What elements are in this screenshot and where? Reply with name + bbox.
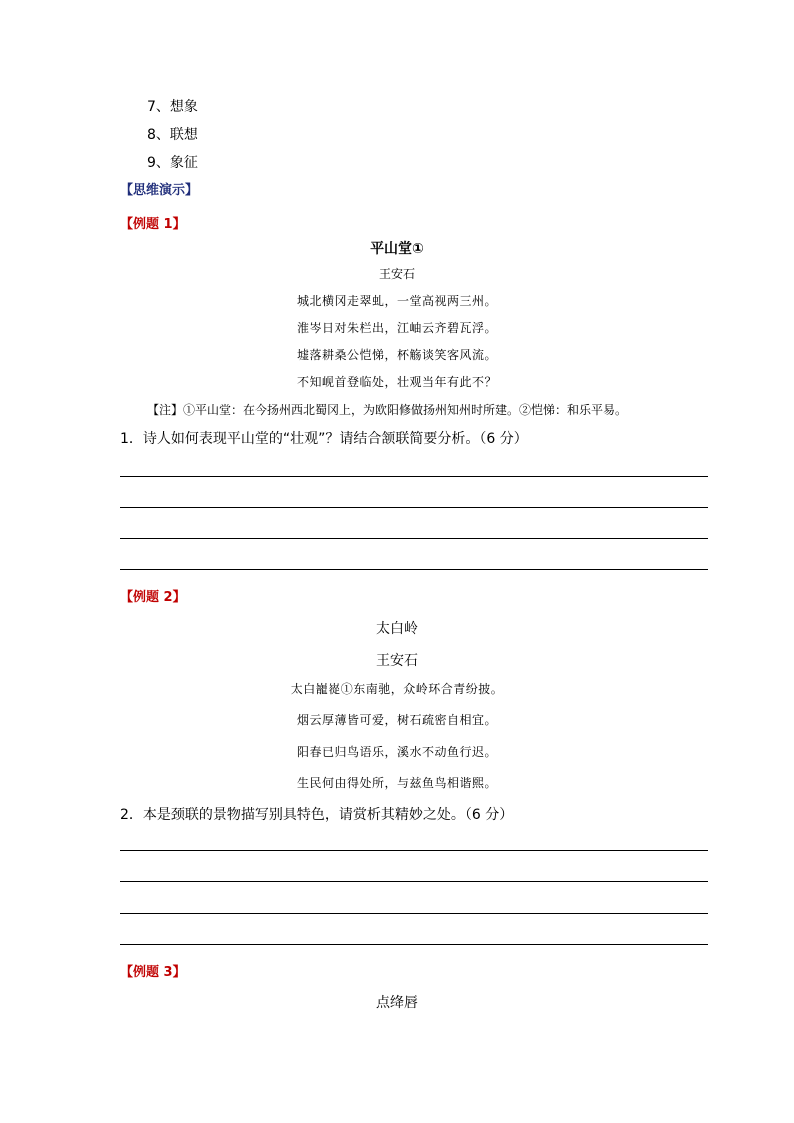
question: 1．诗人如何表现平山堂的“壮观”？请结合颔联简要分析。（6 分） bbox=[120, 431, 528, 447]
poem-note: 【注】①平山堂：在今扬州西北蜀冈上，为欧阳修做扬州知州时所建。②恺悌：和乐平易。 bbox=[147, 403, 628, 417]
poem-author: 王安石 bbox=[376, 653, 418, 669]
example-label: 【例题 3】 bbox=[120, 965, 186, 980]
poem-line: 不知岘首登临处，壮观当年有此不？ bbox=[296, 375, 497, 389]
poem-line: 墟落耕桑公恺悌，杯觞谈笑客风流。 bbox=[296, 348, 497, 362]
poem-line: 淮岑日对朱栏出，江岫云齐碧瓦浮。 bbox=[296, 321, 497, 335]
poem-line: 太白巃嵸①东南驰，众岭环合青纷披。 bbox=[290, 682, 504, 696]
section-heading: 【思维演示】 bbox=[120, 183, 199, 198]
poem-line: 阳春已归鸟语乐，溪水不动鱼行迟。 bbox=[296, 745, 497, 759]
poem-title: 平山堂① bbox=[370, 241, 424, 257]
list-item: 9、象征 bbox=[147, 155, 198, 171]
poem-line: 烟云厚薄皆可爱，树石疏密自相宜。 bbox=[296, 713, 497, 727]
answer-line bbox=[120, 913, 708, 914]
poem-line: 生民何由得处所，与兹鱼鸟相谐熙。 bbox=[296, 776, 497, 790]
example-label: 【例题 1】 bbox=[120, 217, 186, 232]
poem-line: 城北横冈走翠虬，一堂高视两三州。 bbox=[296, 294, 497, 308]
answer-line bbox=[120, 569, 708, 570]
answer-line bbox=[120, 507, 708, 508]
example-label: 【例题 2】 bbox=[120, 590, 186, 605]
answer-line bbox=[120, 881, 708, 882]
poem-title: 太白岭 bbox=[376, 621, 418, 637]
list-item: 8、联想 bbox=[147, 127, 198, 143]
answer-line bbox=[120, 476, 708, 477]
list-item: 7、想象 bbox=[147, 99, 198, 115]
answer-line bbox=[120, 944, 708, 945]
answer-line bbox=[120, 850, 708, 851]
question: 2．本是颈联的景物描写别具特色，请赏析其精妙之处。（6 分） bbox=[120, 807, 514, 823]
poem-author: 王安石 bbox=[378, 267, 415, 281]
answer-line bbox=[120, 538, 708, 539]
poem-title: 点绛唇 bbox=[376, 995, 418, 1011]
